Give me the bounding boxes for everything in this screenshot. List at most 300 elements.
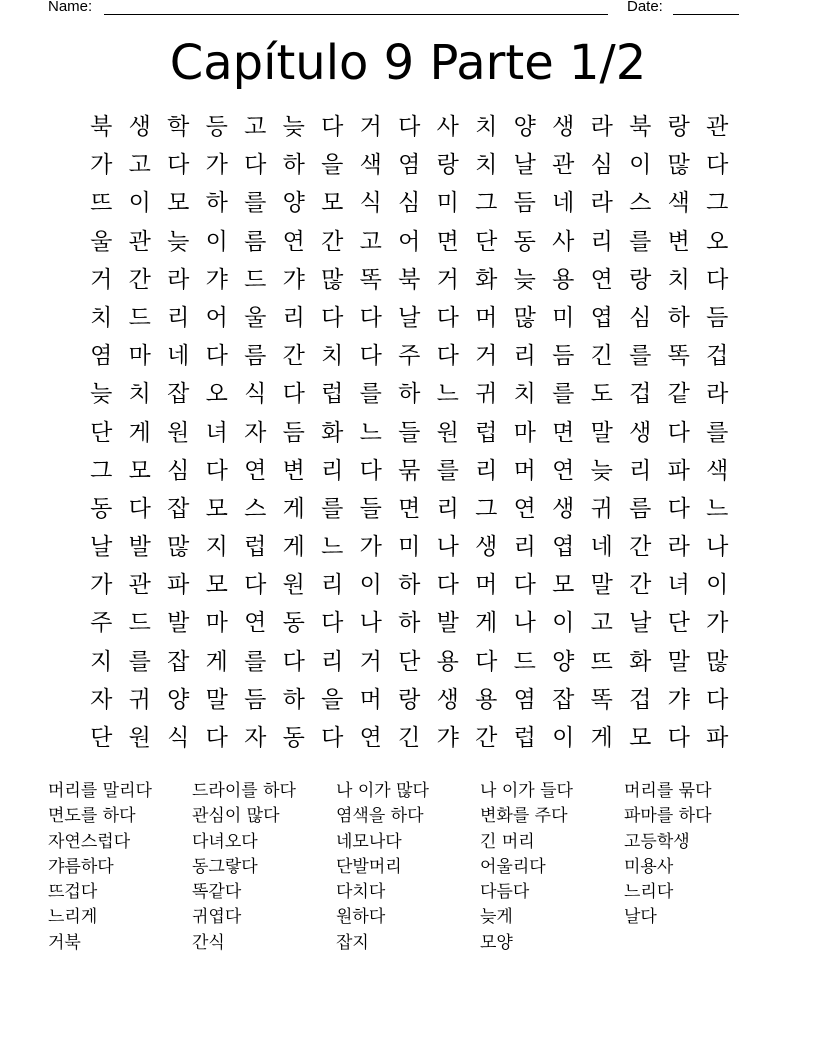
grid-letter[interactable]: 를 bbox=[244, 648, 267, 675]
grid-letter[interactable]: 동 bbox=[282, 725, 305, 751]
grid-letter[interactable]: 단 bbox=[475, 228, 498, 255]
grid-letter[interactable]: 생 bbox=[629, 419, 652, 446]
grid-letter[interactable]: 다 bbox=[321, 114, 344, 140]
grid-letter[interactable]: 게 bbox=[128, 419, 151, 446]
grid-letter[interactable]: 다 bbox=[282, 381, 305, 408]
grid-letter[interactable]: 단 bbox=[667, 610, 690, 637]
grid-letter[interactable]: 면 bbox=[552, 419, 575, 446]
grid-letter[interactable]: 연 bbox=[282, 228, 305, 255]
grid-letter[interactable]: 단 bbox=[398, 648, 421, 675]
grid-letter[interactable]: 말 bbox=[590, 419, 613, 446]
grid-letter[interactable]: 북 bbox=[629, 114, 652, 140]
grid-letter[interactable]: 같 bbox=[667, 381, 690, 408]
grid-letter[interactable]: 변 bbox=[667, 228, 690, 255]
grid-letter[interactable]: 를 bbox=[128, 648, 151, 675]
grid-letter[interactable]: 다 bbox=[244, 152, 267, 179]
grid-letter[interactable]: 갸 bbox=[667, 686, 690, 713]
grid-letter[interactable]: 다 bbox=[667, 419, 690, 446]
grid-letter[interactable]: 느 bbox=[321, 534, 344, 561]
grid-letter[interactable]: 많 bbox=[321, 266, 344, 293]
grid-letter[interactable]: 녀 bbox=[667, 572, 690, 599]
grid-letter[interactable]: 늦 bbox=[590, 457, 613, 484]
grid-letter[interactable]: 다 bbox=[436, 343, 459, 370]
grid-letter[interactable]: 네 bbox=[552, 190, 575, 217]
word-list-item: 단발머리 bbox=[336, 856, 402, 877]
grid-letter[interactable]: 치 bbox=[321, 343, 344, 370]
grid-letter[interactable]: 동 bbox=[90, 495, 113, 522]
grid-letter[interactable]: 똑 bbox=[667, 343, 690, 370]
grid-letter[interactable]: 랑 bbox=[629, 266, 652, 293]
grid-letter[interactable]: 랑 bbox=[667, 114, 690, 140]
grid-letter[interactable]: 머 bbox=[475, 304, 498, 331]
grid-letter[interactable]: 말 bbox=[590, 572, 613, 599]
grid-letter[interactable]: 게 bbox=[475, 610, 498, 637]
grid-letter[interactable]: 다 bbox=[359, 457, 382, 484]
grid-letter[interactable]: 를 bbox=[359, 381, 382, 408]
grid-letter[interactable]: 가 bbox=[706, 610, 729, 637]
grid-letter[interactable]: 똑 bbox=[590, 686, 613, 713]
grid-letter[interactable]: 양 bbox=[282, 190, 305, 217]
grid-letter[interactable]: 사 bbox=[436, 114, 459, 140]
grid-letter[interactable]: 를 bbox=[706, 419, 729, 446]
grid-letter[interactable]: 뜨 bbox=[90, 190, 113, 217]
grid-letter[interactable]: 가 bbox=[205, 152, 228, 179]
grid-letter[interactable]: 이 bbox=[205, 228, 228, 255]
grid-letter[interactable]: 관 bbox=[128, 572, 151, 599]
grid-letter[interactable]: 사 bbox=[552, 228, 575, 255]
grid-letter[interactable]: 를 bbox=[436, 457, 459, 484]
grid-letter[interactable]: 많 bbox=[667, 152, 690, 179]
grid-letter[interactable]: 치 bbox=[475, 114, 498, 140]
grid-letter[interactable]: 마 bbox=[128, 343, 151, 370]
grid-letter[interactable]: 름 bbox=[629, 495, 652, 522]
grid-letter[interactable]: 드 bbox=[128, 610, 151, 637]
grid-letter[interactable]: 염 bbox=[398, 152, 421, 179]
word-list-item: 미용사 bbox=[624, 856, 674, 877]
grid-letter[interactable]: 원 bbox=[436, 419, 459, 446]
grid-letter[interactable]: 겁 bbox=[706, 343, 729, 370]
grid-letter[interactable]: 화 bbox=[321, 419, 344, 446]
grid-letter[interactable]: 럽 bbox=[244, 534, 267, 561]
grid-letter[interactable]: 네 bbox=[590, 534, 613, 561]
grid-letter[interactable]: 다 bbox=[475, 648, 498, 675]
grid-letter[interactable]: 자 bbox=[244, 419, 267, 446]
grid-letter[interactable]: 잡 bbox=[167, 381, 190, 408]
grid-letter[interactable]: 염 bbox=[90, 343, 113, 370]
grid-letter[interactable]: 이 bbox=[128, 190, 151, 217]
grid-letter[interactable]: 다 bbox=[205, 343, 228, 370]
grid-letter[interactable]: 어 bbox=[205, 304, 228, 331]
grid-letter[interactable]: 날 bbox=[90, 534, 113, 561]
grid-letter[interactable]: 귀 bbox=[590, 495, 613, 522]
grid-letter[interactable]: 날 bbox=[629, 610, 652, 637]
grid-letter[interactable]: 연 bbox=[590, 266, 613, 293]
grid-letter[interactable]: 오 bbox=[205, 381, 228, 408]
grid-letter[interactable]: 리 bbox=[629, 457, 652, 484]
grid-letter[interactable]: 자 bbox=[90, 686, 113, 713]
grid-letter[interactable]: 귀 bbox=[128, 686, 151, 713]
grid-letter[interactable]: 미 bbox=[398, 534, 421, 561]
grid-letter[interactable]: 를 bbox=[244, 190, 267, 217]
grid-letter[interactable]: 를 bbox=[629, 343, 652, 370]
grid-letter[interactable]: 마 bbox=[205, 610, 228, 637]
grid-letter[interactable]: 이 bbox=[706, 572, 729, 599]
grid-letter[interactable]: 간 bbox=[629, 572, 652, 599]
grid-letter[interactable]: 이 bbox=[629, 152, 652, 179]
grid-letter[interactable]: 다 bbox=[667, 495, 690, 522]
grid-letter[interactable]: 날 bbox=[513, 152, 536, 179]
grid-letter[interactable]: 생 bbox=[436, 686, 459, 713]
grid-letter[interactable]: 럽 bbox=[513, 725, 536, 751]
grid-letter[interactable]: 그 bbox=[475, 190, 498, 217]
grid-letter[interactable]: 원 bbox=[128, 725, 151, 751]
grid-letter[interactable]: 나 bbox=[513, 610, 536, 637]
grid-letter[interactable]: 름 bbox=[244, 343, 267, 370]
grid-letter[interactable]: 라 bbox=[590, 114, 613, 140]
grid-letter[interactable]: 모 bbox=[552, 572, 575, 599]
grid-letter[interactable]: 다 bbox=[321, 725, 344, 751]
grid-letter[interactable]: 치 bbox=[128, 381, 151, 408]
grid-letter[interactable]: 거 bbox=[359, 114, 382, 140]
grid-letter[interactable]: 많 bbox=[513, 304, 536, 331]
grid-letter[interactable]: 엽 bbox=[552, 534, 575, 561]
grid-letter[interactable]: 원 bbox=[167, 419, 190, 446]
grid-letter[interactable]: 파 bbox=[667, 457, 690, 484]
grid-letter[interactable]: 등 bbox=[205, 114, 228, 140]
grid-letter[interactable]: 자 bbox=[244, 725, 267, 751]
grid-letter[interactable]: 연 bbox=[359, 725, 382, 751]
grid-letter[interactable]: 식 bbox=[244, 381, 267, 408]
grid-letter[interactable]: 모 bbox=[205, 495, 228, 522]
word-list-item: 다듬다 bbox=[480, 882, 530, 903]
grid-letter[interactable]: 변 bbox=[282, 457, 305, 484]
grid-letter[interactable]: 리 bbox=[282, 304, 305, 331]
grid-letter[interactable]: 랑 bbox=[398, 686, 421, 713]
grid-letter[interactable]: 고 bbox=[590, 610, 613, 637]
grid-letter[interactable]: 지 bbox=[205, 534, 228, 561]
date-label: Date: bbox=[627, 0, 663, 15]
grid-letter[interactable]: 그 bbox=[475, 495, 498, 522]
grid-letter[interactable]: 리 bbox=[321, 648, 344, 675]
grid-letter[interactable]: 고 bbox=[128, 152, 151, 179]
grid-letter[interactable]: 다 bbox=[667, 725, 690, 751]
grid-letter[interactable]: 드 bbox=[244, 266, 267, 293]
grid-letter[interactable]: 울 bbox=[244, 304, 267, 331]
grid-letter[interactable]: 많 bbox=[706, 648, 729, 675]
grid-letter[interactable]: 모 bbox=[629, 725, 652, 751]
grid-letter[interactable]: 관 bbox=[552, 152, 575, 179]
grid-letter[interactable]: 듬 bbox=[552, 343, 575, 370]
grid-letter[interactable]: 원 bbox=[282, 572, 305, 599]
grid-letter[interactable]: 라 bbox=[590, 190, 613, 217]
grid-letter[interactable]: 머 bbox=[359, 686, 382, 713]
grid-letter[interactable]: 녀 bbox=[205, 419, 228, 446]
grid-letter[interactable]: 간 bbox=[475, 725, 498, 751]
grid-letter[interactable]: 생 bbox=[475, 534, 498, 561]
word-list bbox=[48, 779, 768, 956]
grid-letter[interactable]: 하 bbox=[667, 304, 690, 331]
grid-letter[interactable]: 모 bbox=[205, 572, 228, 599]
grid-letter[interactable]: 모 bbox=[321, 190, 344, 217]
grid-letter[interactable]: 모 bbox=[167, 190, 190, 217]
grid-letter[interactable]: 다 bbox=[706, 686, 729, 713]
grid-letter[interactable]: 게 bbox=[282, 534, 305, 561]
grid-letter[interactable]: 늦 bbox=[90, 381, 113, 408]
grid-letter[interactable]: 날 bbox=[398, 304, 421, 331]
grid-letter[interactable]: 이 bbox=[552, 610, 575, 637]
word-list-item: 느리게 bbox=[48, 907, 98, 928]
grid-letter[interactable]: 잡 bbox=[167, 648, 190, 675]
grid-letter[interactable]: 지 bbox=[90, 648, 113, 675]
grid-letter[interactable]: 하 bbox=[398, 381, 421, 408]
grid-letter[interactable]: 심 bbox=[167, 457, 190, 484]
grid-letter[interactable]: 생 bbox=[128, 114, 151, 140]
grid-letter[interactable]: 라 bbox=[706, 381, 729, 408]
grid-letter[interactable]: 를 bbox=[552, 381, 575, 408]
grid-letter[interactable]: 염 bbox=[513, 686, 536, 713]
grid-letter[interactable]: 리 bbox=[167, 304, 190, 331]
grid-letter[interactable]: 나 bbox=[436, 534, 459, 561]
grid-letter[interactable]: 갸 bbox=[282, 266, 305, 293]
grid-letter[interactable]: 머 bbox=[475, 572, 498, 599]
grid-letter[interactable]: 가 bbox=[359, 534, 382, 561]
grid-letter[interactable]: 식 bbox=[359, 190, 382, 217]
grid-letter[interactable]: 연 bbox=[552, 457, 575, 484]
grid-letter[interactable]: 다 bbox=[359, 343, 382, 370]
grid-letter[interactable]: 양 bbox=[552, 648, 575, 675]
grid-letter[interactable]: 거 bbox=[359, 648, 382, 675]
grid-letter[interactable]: 잡 bbox=[167, 495, 190, 522]
grid-letter[interactable]: 갸 bbox=[436, 725, 459, 751]
grid-letter[interactable]: 네 bbox=[167, 343, 190, 370]
grid-letter[interactable]: 스 bbox=[629, 190, 652, 217]
grid-letter[interactable]: 다 bbox=[205, 725, 228, 751]
grid-letter[interactable]: 랑 bbox=[436, 152, 459, 179]
grid-letter[interactable]: 다 bbox=[706, 266, 729, 293]
grid-letter[interactable]: 다 bbox=[321, 304, 344, 331]
grid-letter[interactable]: 름 bbox=[244, 228, 267, 255]
grid-letter[interactable]: 들 bbox=[398, 419, 421, 446]
grid-letter[interactable]: 잡 bbox=[552, 686, 575, 713]
grid-letter[interactable]: 단 bbox=[90, 419, 113, 446]
grid-letter[interactable]: 양 bbox=[513, 114, 536, 140]
grid-letter[interactable]: 다 bbox=[321, 610, 344, 637]
grid-letter[interactable]: 주 bbox=[90, 610, 113, 637]
grid-letter[interactable]: 관 bbox=[128, 228, 151, 255]
grid-letter[interactable]: 긴 bbox=[590, 343, 613, 370]
grid-letter[interactable]: 치 bbox=[90, 304, 113, 331]
grid-letter[interactable]: 이 bbox=[359, 572, 382, 599]
grid-letter[interactable]: 늦 bbox=[282, 114, 305, 140]
grid-letter[interactable]: 리 bbox=[436, 495, 459, 522]
grid-letter[interactable]: 북 bbox=[90, 114, 113, 140]
grid-letter[interactable]: 머 bbox=[513, 457, 536, 484]
grid-letter[interactable]: 색 bbox=[359, 152, 382, 179]
grid-letter[interactable]: 리 bbox=[513, 343, 536, 370]
grid-letter[interactable]: 다 bbox=[205, 457, 228, 484]
grid-letter[interactable]: 하 bbox=[398, 572, 421, 599]
grid-letter[interactable]: 다 bbox=[359, 304, 382, 331]
grid-letter[interactable]: 하 bbox=[282, 686, 305, 713]
grid-letter[interactable]: 치 bbox=[667, 266, 690, 293]
grid-letter[interactable]: 모 bbox=[128, 457, 151, 484]
grid-letter[interactable]: 면 bbox=[398, 495, 421, 522]
grid-letter[interactable]: 도 bbox=[590, 381, 613, 408]
word-list-item: 드라이를 하다 bbox=[192, 781, 296, 801]
grid-letter[interactable]: 양 bbox=[167, 686, 190, 713]
grid-letter[interactable]: 간 bbox=[128, 266, 151, 293]
grid-letter[interactable]: 생 bbox=[552, 114, 575, 140]
grid-letter[interactable]: 겁 bbox=[629, 381, 652, 408]
grid-letter[interactable]: 북 bbox=[398, 266, 421, 293]
grid-letter[interactable]: 스 bbox=[244, 495, 267, 522]
grid-letter[interactable]: 간 bbox=[321, 228, 344, 255]
grid-letter[interactable]: 다 bbox=[167, 152, 190, 179]
grid-letter[interactable]: 묶 bbox=[398, 457, 421, 484]
grid-letter[interactable]: 마 bbox=[513, 419, 536, 446]
grid-letter[interactable]: 색 bbox=[667, 190, 690, 217]
grid-letter[interactable]: 긴 bbox=[398, 725, 421, 751]
grid-letter[interactable]: 게 bbox=[590, 725, 613, 751]
grid-letter[interactable]: 색 bbox=[706, 457, 729, 484]
grid-letter[interactable]: 미 bbox=[552, 304, 575, 331]
grid-letter[interactable]: 고 bbox=[359, 228, 382, 255]
grid-letter[interactable]: 느 bbox=[436, 381, 459, 408]
grid-letter[interactable]: 생 bbox=[552, 495, 575, 522]
grid-letter[interactable]: 게 bbox=[282, 495, 305, 522]
grid-letter[interactable]: 을 bbox=[321, 152, 344, 179]
grid-letter[interactable]: 말 bbox=[205, 686, 228, 713]
grid-letter[interactable]: 을 bbox=[321, 686, 344, 713]
grid-letter[interactable]: 라 bbox=[167, 266, 190, 293]
grid-letter[interactable]: 말 bbox=[667, 648, 690, 675]
grid-letter[interactable]: 라 bbox=[667, 534, 690, 561]
grid-letter[interactable]: 치 bbox=[475, 152, 498, 179]
grid-letter[interactable]: 연 bbox=[513, 495, 536, 522]
grid-letter[interactable]: 파 bbox=[167, 572, 190, 599]
grid-letter[interactable]: 럽 bbox=[475, 419, 498, 446]
grid-letter[interactable]: 용 bbox=[436, 648, 459, 675]
grid-letter[interactable]: 리 bbox=[321, 572, 344, 599]
grid-letter[interactable]: 울 bbox=[90, 228, 113, 255]
grid-letter[interactable]: 똑 bbox=[359, 266, 382, 293]
grid-letter[interactable]: 나 bbox=[359, 610, 382, 637]
grid-letter[interactable]: 리 bbox=[590, 228, 613, 255]
grid-letter[interactable]: 엽 bbox=[590, 304, 613, 331]
grid-letter[interactable]: 발 bbox=[167, 610, 190, 637]
grid-letter[interactable]: 다 bbox=[282, 648, 305, 675]
grid-letter[interactable]: 가 bbox=[90, 572, 113, 599]
grid-letter[interactable]: 이 bbox=[552, 725, 575, 751]
grid-letter[interactable]: 동 bbox=[282, 610, 305, 637]
grid-letter[interactable]: 듬 bbox=[282, 419, 305, 446]
grid-letter[interactable]: 간 bbox=[282, 343, 305, 370]
grid-letter[interactable]: 게 bbox=[205, 648, 228, 675]
grid-letter[interactable]: 듬 bbox=[706, 304, 729, 331]
grid-letter[interactable]: 파 bbox=[706, 725, 729, 751]
word-list-item: 뜨겁다 bbox=[48, 882, 98, 903]
grid-letter[interactable]: 리 bbox=[321, 457, 344, 484]
grid-letter[interactable]: 다 bbox=[128, 495, 151, 522]
date-blank-line[interactable] bbox=[673, 14, 739, 15]
grid-letter[interactable]: 용 bbox=[552, 266, 575, 293]
grid-letter[interactable]: 를 bbox=[629, 228, 652, 255]
grid-letter[interactable]: 듬 bbox=[513, 190, 536, 217]
grid-letter[interactable]: 식 bbox=[167, 725, 190, 751]
grid-letter[interactable]: 치 bbox=[513, 381, 536, 408]
grid-letter[interactable]: 다 bbox=[513, 572, 536, 599]
grid-letter[interactable]: 드 bbox=[128, 304, 151, 331]
name-blank-line[interactable] bbox=[104, 14, 608, 15]
word-list-item: 늦게 bbox=[480, 907, 513, 928]
grid-letter[interactable]: 느 bbox=[359, 419, 382, 446]
grid-letter[interactable]: 그 bbox=[90, 457, 113, 484]
grid-letter[interactable]: 갸 bbox=[205, 266, 228, 293]
grid-letter[interactable]: 거 bbox=[436, 266, 459, 293]
grid-letter[interactable]: 심 bbox=[398, 190, 421, 217]
grid-letter[interactable]: 듬 bbox=[244, 686, 267, 713]
grid-letter[interactable]: 간 bbox=[629, 534, 652, 561]
grid-letter[interactable]: 다 bbox=[244, 572, 267, 599]
grid-letter[interactable]: 리 bbox=[513, 534, 536, 561]
grid-letter[interactable]: 심 bbox=[590, 152, 613, 179]
grid-letter[interactable]: 를 bbox=[321, 495, 344, 522]
grid-letter[interactable]: 용 bbox=[475, 686, 498, 713]
grid-letter[interactable]: 연 bbox=[244, 610, 267, 637]
grid-letter[interactable]: 화 bbox=[629, 648, 652, 675]
grid-letter[interactable]: 다 bbox=[398, 114, 421, 140]
grid-letter[interactable]: 하 bbox=[205, 190, 228, 217]
grid-letter[interactable]: 관 bbox=[706, 114, 729, 140]
grid-letter[interactable]: 럽 bbox=[321, 381, 344, 408]
grid-letter[interactable]: 발 bbox=[436, 610, 459, 637]
grid-letter[interactable]: 심 bbox=[629, 304, 652, 331]
grid-letter[interactable]: 뜨 bbox=[590, 648, 613, 675]
grid-letter[interactable]: 다 bbox=[706, 152, 729, 179]
grid-letter[interactable]: 나 bbox=[706, 534, 729, 561]
grid-letter[interactable]: 많 bbox=[167, 534, 190, 561]
grid-letter[interactable]: 겁 bbox=[629, 686, 652, 713]
grid-letter[interactable]: 거 bbox=[90, 266, 113, 293]
grid-letter[interactable]: 주 bbox=[398, 343, 421, 370]
grid-letter[interactable]: 연 bbox=[244, 457, 267, 484]
grid-letter[interactable]: 리 bbox=[475, 457, 498, 484]
grid-letter[interactable]: 면 bbox=[436, 228, 459, 255]
grid-letter[interactable]: 다 bbox=[436, 304, 459, 331]
grid-letter[interactable]: 단 bbox=[90, 725, 113, 751]
grid-letter[interactable]: 어 bbox=[398, 228, 421, 255]
grid-letter[interactable]: 동 bbox=[513, 228, 536, 255]
grid-letter[interactable]: 가 bbox=[90, 152, 113, 179]
grid-letter[interactable]: 느 bbox=[706, 495, 729, 522]
grid-letter[interactable]: 거 bbox=[475, 343, 498, 370]
grid-letter[interactable]: 발 bbox=[128, 534, 151, 561]
grid-letter[interactable]: 화 bbox=[475, 266, 498, 293]
grid-letter[interactable]: 들 bbox=[359, 495, 382, 522]
grid-letter[interactable]: 드 bbox=[513, 648, 536, 675]
grid-letter[interactable]: 귀 bbox=[475, 381, 498, 408]
grid-letter[interactable]: 다 bbox=[436, 572, 459, 599]
grid-letter[interactable]: 하 bbox=[282, 152, 305, 179]
grid-letter[interactable]: 하 bbox=[398, 610, 421, 637]
grid-letter[interactable]: 오 bbox=[706, 228, 729, 255]
grid-letter[interactable]: 학 bbox=[167, 114, 190, 140]
grid-letter[interactable]: 늦 bbox=[167, 228, 190, 255]
grid-letter[interactable]: 그 bbox=[706, 190, 729, 217]
grid-letter[interactable]: 고 bbox=[244, 114, 267, 140]
grid-letter[interactable]: 늦 bbox=[513, 266, 536, 293]
grid-letter[interactable]: 미 bbox=[436, 190, 459, 217]
